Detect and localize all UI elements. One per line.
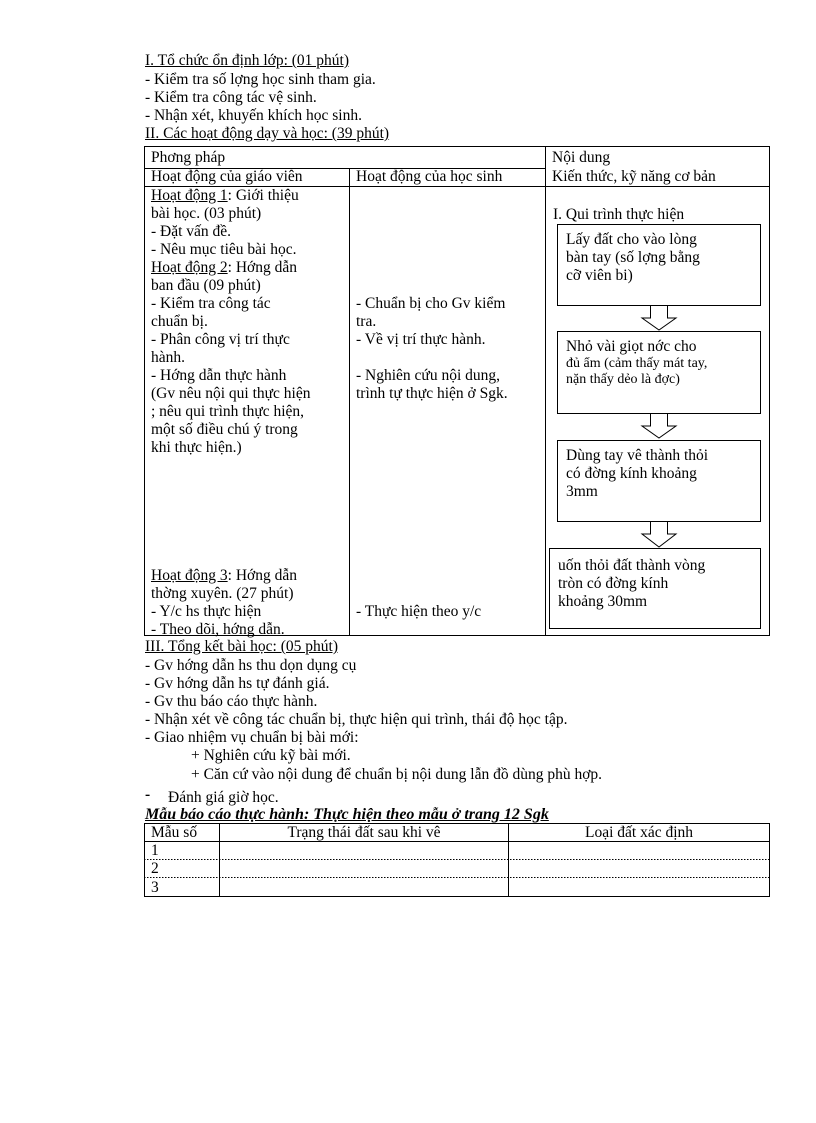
activity-2-heading: Hoạt động 2: Hớng dẫn bbox=[151, 259, 297, 276]
activity-2-step: ; nêu qui trình thực hiện, bbox=[151, 403, 305, 420]
report-row-number: 1 bbox=[151, 842, 159, 859]
activity-1-step: - Nêu mục tiêu bài học. bbox=[151, 241, 297, 258]
activity-3-duration: thờng xuyên. (27 phút) bbox=[151, 585, 294, 602]
student-step: trình tự thực hiện ở Sgk. bbox=[356, 385, 508, 402]
header-knowledge: Kiến thức, kỹ năng cơ bản bbox=[552, 168, 716, 185]
header-teacher: Hoạt động của giáo viên bbox=[151, 168, 303, 185]
header-content: Nội dung bbox=[552, 149, 611, 166]
activity-2-step: khi thực hiện.) bbox=[151, 439, 242, 456]
process-step-line: cỡ viên bi) bbox=[566, 267, 633, 284]
process-step-line: Dùng tay vê thành thỏi bbox=[566, 447, 709, 464]
activity-2-step: chuẩn bị. bbox=[151, 313, 208, 330]
report-header-soil-type: Loại đất xác định bbox=[584, 824, 694, 841]
evaluation-bullet: - bbox=[145, 786, 151, 803]
section1-title: I. Tổ chức ổn định lớp: (01 phút) bbox=[145, 52, 350, 69]
process-step-line: khoảng 30mm bbox=[558, 593, 648, 610]
student-step: - Về vị trí thực hành. bbox=[356, 331, 486, 348]
activity-2-step: - Kiểm tra công tác bbox=[151, 295, 271, 312]
activity-3-step: - Theo dõi, hớng dẫn. bbox=[151, 621, 285, 638]
student-step: - Thực hiện theo y/c bbox=[356, 603, 482, 620]
activity-1-heading: Hoạt động 1: Giới thiệu bbox=[151, 187, 299, 204]
section3-subitem: + Nghiên cứu kỹ bài mới. bbox=[191, 747, 351, 764]
process-step-line: có đờng kính khoảng bbox=[566, 465, 697, 482]
process-step-line: 3mm bbox=[566, 483, 598, 500]
report-row-number: 3 bbox=[151, 879, 159, 896]
process-title: I. Qui trình thực hiện bbox=[553, 206, 685, 223]
process-step-line: bàn tay (số lợng bằng bbox=[566, 249, 700, 266]
activity-1-step: - Đặt vấn đề. bbox=[151, 223, 232, 240]
evaluation-text: Đánh giá giờ học. bbox=[168, 789, 279, 806]
section3-item: - Nhận xét về công tác chuẩn bị, thực hiện qui trình, thái độ học tập. bbox=[145, 711, 568, 728]
activity-2-step: (Gv nêu nội qui thực hiện bbox=[151, 385, 311, 402]
process-step-line: đủ ẩm (cảm thấy mát tay, bbox=[566, 356, 708, 371]
process-step-line: nặn thấy dẻo là đợc) bbox=[566, 372, 680, 387]
section2-title: II. Các hoạt động dạy và học: (39 phút) bbox=[145, 125, 390, 142]
section3-item: - Gv hớng dẫn hs thu dọn dụng cụ bbox=[145, 657, 357, 674]
activity-2-step: - Phân công vị trí thực bbox=[151, 331, 290, 348]
section3-item: - Gv thu báo cáo thực hành. bbox=[145, 693, 318, 710]
activity-3-step: - Y/c hs thực hiện bbox=[151, 603, 262, 620]
student-step: tra. bbox=[356, 313, 377, 330]
process-step-line: Lấy đất cho vào lòng bbox=[566, 231, 697, 248]
process-step-line: tròn có đờng kính bbox=[558, 575, 669, 592]
section1-item: - Kiểm tra công tác vệ sinh. bbox=[145, 89, 317, 106]
header-student: Hoạt động của học sinh bbox=[356, 168, 503, 185]
report-header-state: Trạng thái đất sau khi vê bbox=[287, 824, 441, 841]
section3-title: III. Tổng kết bài học: (05 phút) bbox=[145, 638, 338, 655]
activity-1-duration: bài học. (03 phút) bbox=[151, 205, 262, 222]
header-method: Phơng pháp bbox=[151, 149, 226, 166]
activity-2-step: hành. bbox=[151, 349, 186, 366]
section3-subitem: + Căn cứ vào nội dung để chuẩn bị nội dung lẫn đồ dùng phù hợp. bbox=[191, 766, 603, 783]
section3-item: - Giao nhiệm vụ chuẩn bị bài mới: bbox=[145, 729, 359, 746]
report-row-number: 2 bbox=[151, 860, 159, 877]
section1-item: - Nhận xét, khuyến khích học sinh. bbox=[145, 107, 362, 124]
process-step-line: Nhỏ vài giọt nớc cho bbox=[566, 338, 697, 355]
student-step: - Nghiên cứu nội dung, bbox=[356, 367, 501, 384]
section1-item: - Kiểm tra số lợng học sinh tham gia. bbox=[145, 71, 376, 88]
student-step: - Chuẩn bị cho Gv kiểm bbox=[356, 295, 506, 312]
report-header-sample: Mẫu số bbox=[151, 824, 198, 841]
activity-2-step: - Hớng dẫn thực hành bbox=[151, 367, 287, 384]
activity-2-step: một số điều chú ý trong bbox=[151, 421, 298, 438]
report-title: Mẫu báo cáo thực hành: Thực hiện theo mẫu ở trang 12 Sgk bbox=[145, 806, 549, 823]
section3-item: - Gv hớng dẫn hs tự đánh giá. bbox=[145, 675, 330, 692]
activity-2-duration: ban đầu (09 phút) bbox=[151, 277, 261, 294]
activity-3-heading: Hoạt động 3: Hớng dẫn bbox=[151, 567, 297, 584]
process-step-line: uốn thỏi đất thành vòng bbox=[558, 557, 706, 574]
